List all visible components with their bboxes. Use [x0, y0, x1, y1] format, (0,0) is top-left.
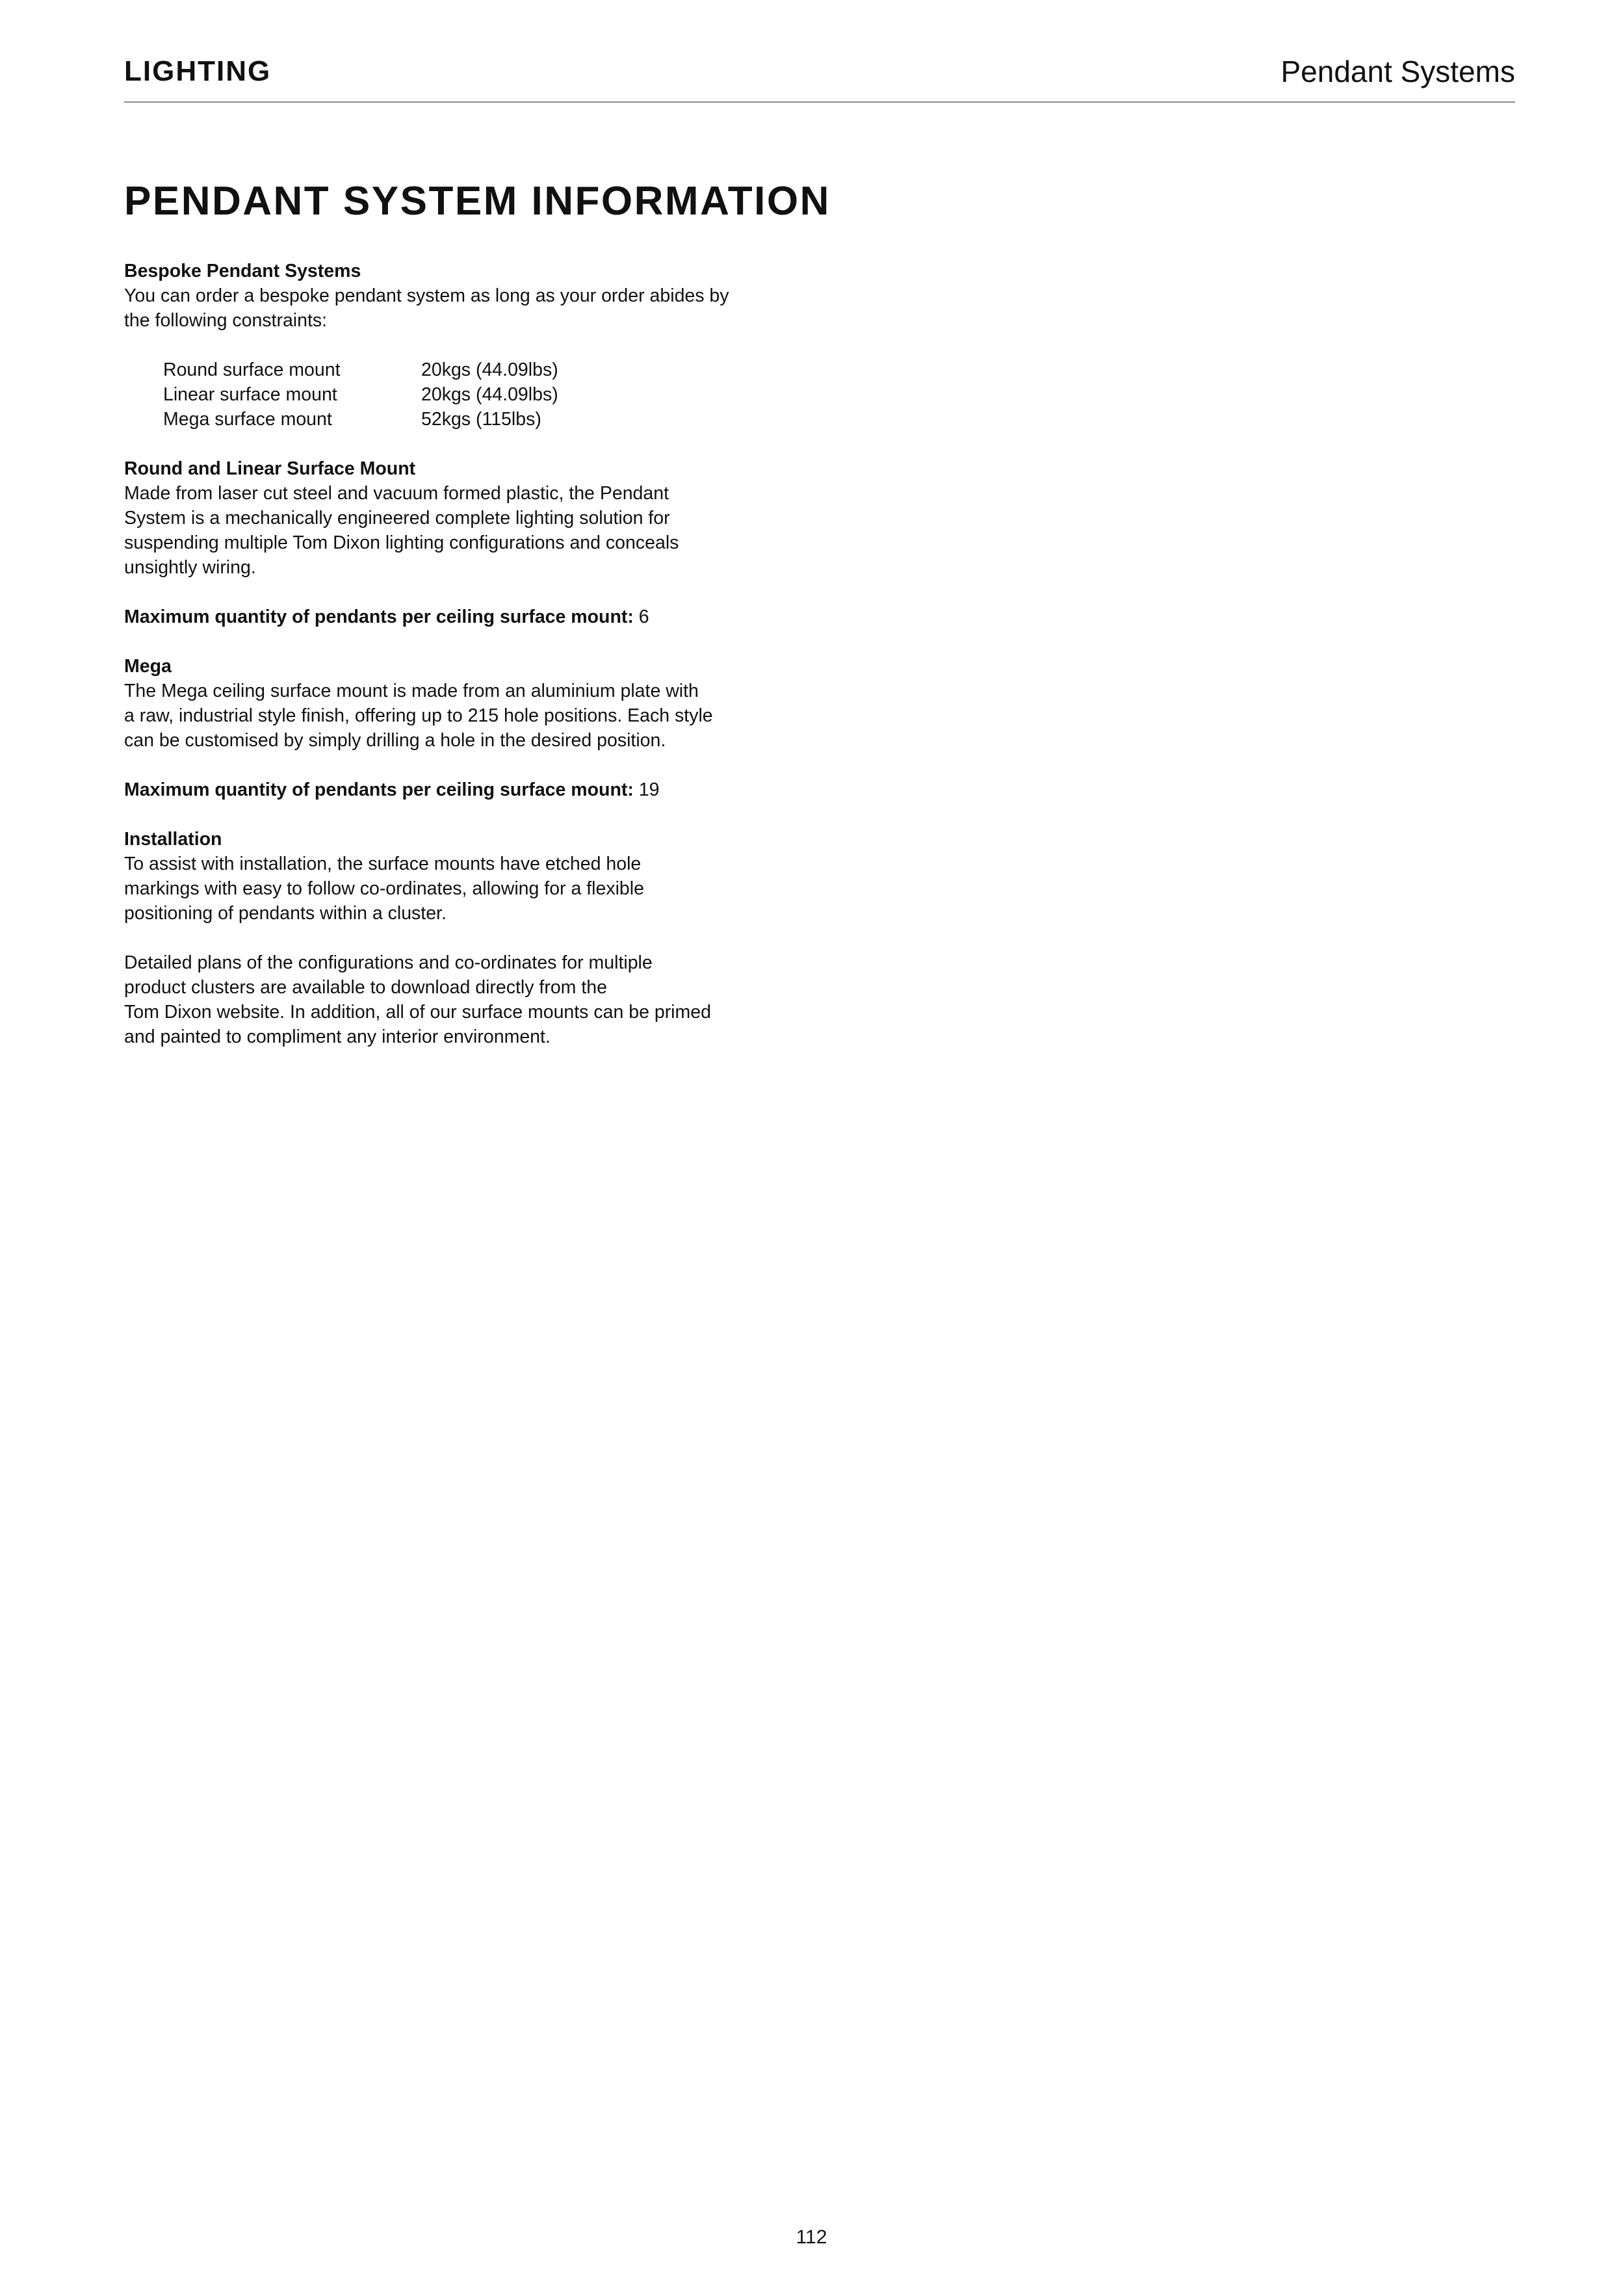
round-linear-max-quantity — [124, 605, 813, 629]
page-header — [124, 51, 1515, 103]
document-body — [124, 259, 813, 1049]
constraint-value: 52kgs (115lbs) — [421, 409, 541, 430]
mega-text-line: a raw, industrial style finish, offering up to 215 hole positions. Each style — [124, 705, 713, 726]
installation-text-line: positioning of pendants within a cluster. — [124, 903, 447, 924]
mega-max-quantity — [124, 777, 813, 802]
max-quantity-value: 6 — [638, 607, 649, 627]
installation-section — [124, 827, 813, 1049]
max-quantity-label: Maximum quantity of pendants per ceiling surface mount: — [124, 779, 634, 800]
page-number: 112 — [796, 2226, 827, 2248]
constraint-row — [163, 382, 558, 407]
chapter-label: Pendant Systems — [1280, 55, 1515, 88]
bespoke-heading: Bespoke Pendant Systems — [124, 261, 361, 281]
max-quantity-label: Maximum quantity of pendants per ceiling surface mount: — [124, 607, 634, 627]
round-linear-text-line: suspending multiple Tom Dixon lighting configurations and conceals — [124, 532, 679, 553]
constraint-value: 20kgs (44.09lbs) — [421, 359, 558, 380]
constraint-name: Mega surface mount — [163, 409, 332, 430]
page-title: PENDANT SYSTEM INFORMATION — [124, 179, 831, 224]
round-linear-text-line: Made from laser cut steel and vacuum formed plastic, the Pendant — [124, 483, 669, 504]
mega-section — [124, 654, 813, 802]
installation-text-line: product clusters are available to download directly from the — [124, 977, 607, 998]
bespoke-text-line: You can order a bespoke pendant system as long as your order abides by — [124, 285, 729, 306]
max-quantity-value: 19 — [638, 779, 660, 800]
constraints-table — [163, 358, 558, 432]
round-linear-text-line: unsightly wiring. — [124, 557, 256, 578]
section-label: LIGHTING — [124, 55, 272, 87]
constraint-value: 20kgs (44.09lbs) — [421, 384, 558, 405]
installation-text-line: Detailed plans of the configurations and co-ordinates for multiple — [124, 952, 653, 973]
installation-text-line: and painted to compliment any interior environment. — [124, 1026, 551, 1047]
mega-text-line: can be customised by simply drilling a hole in the desired position. — [124, 730, 666, 751]
bespoke-section — [124, 259, 813, 432]
installation-text-line: To assist with installation, the surface mounts have etched hole — [124, 854, 642, 874]
installation-heading: Installation — [124, 829, 222, 850]
installation-text-line: Tom Dixon website. In addition, all of our surface mounts can be primed — [124, 1002, 711, 1023]
constraint-name: Round surface mount — [163, 359, 341, 380]
constraint-row — [163, 407, 558, 432]
installation-text-line: markings with easy to follow co-ordinates, allowing for a flexible — [124, 878, 644, 899]
constraint-name: Linear surface mount — [163, 384, 337, 405]
mega-heading: Mega — [124, 656, 172, 677]
round-linear-section — [124, 456, 813, 629]
round-linear-heading: Round and Linear Surface Mount — [124, 458, 416, 479]
mega-text-line: The Mega ceiling surface mount is made from an aluminium plate with — [124, 681, 699, 701]
constraint-row — [163, 358, 558, 382]
bespoke-text-line: the following constraints: — [124, 310, 328, 331]
round-linear-text-line: System is a mechanically engineered complete lighting solution for — [124, 508, 670, 528]
